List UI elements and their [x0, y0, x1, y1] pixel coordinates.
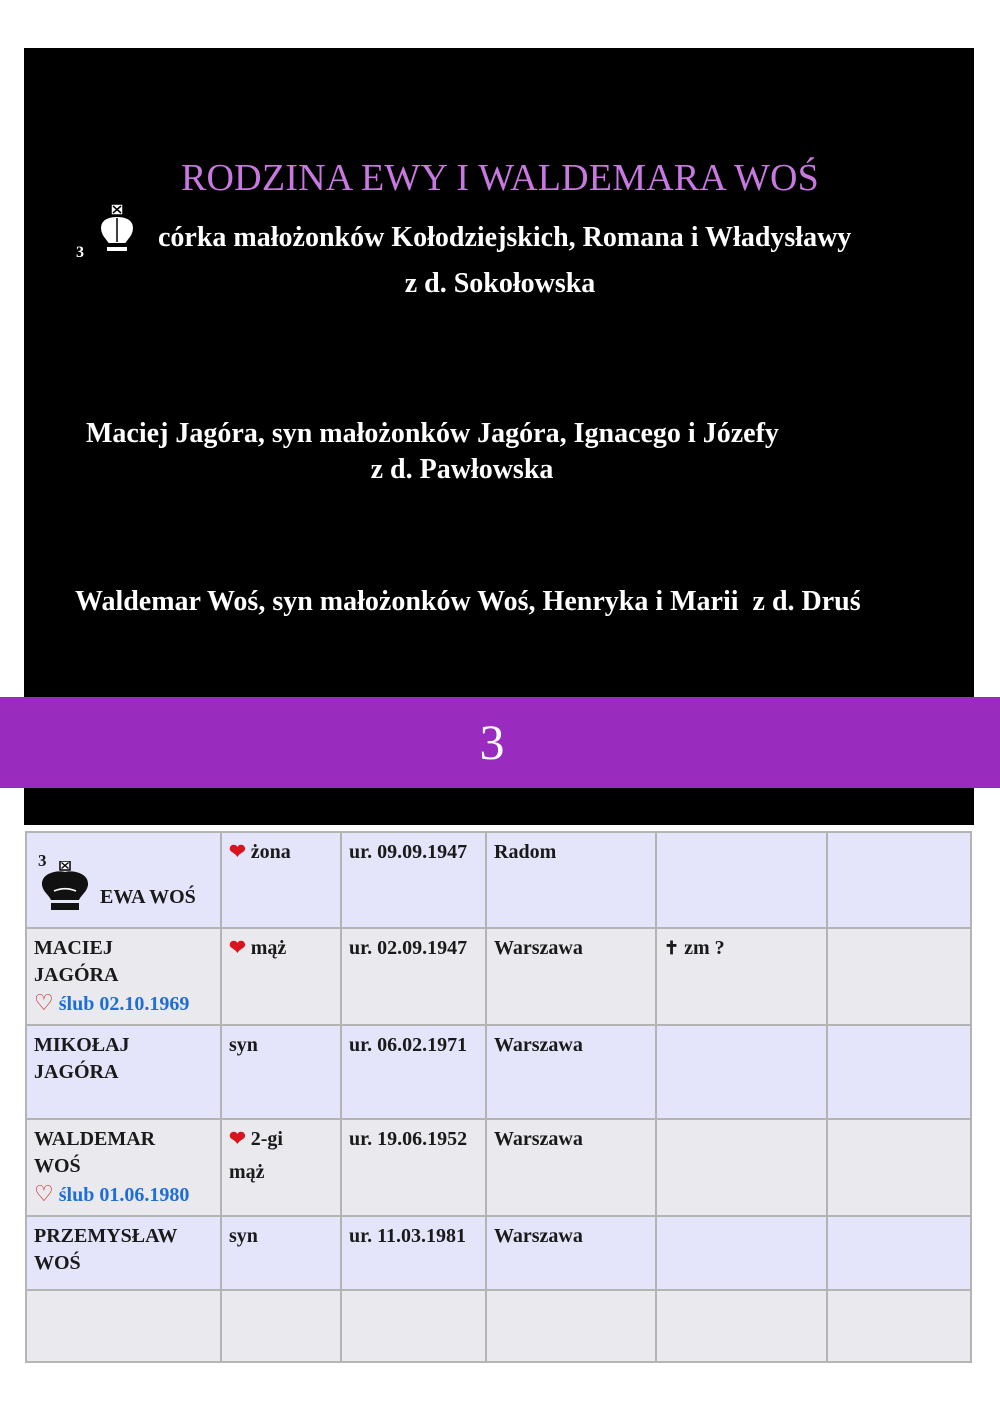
death-cell [656, 1025, 827, 1119]
extra-cell [827, 928, 971, 1025]
extra-cell [827, 1119, 971, 1216]
person-name: PRZEMYSŁAW [34, 1225, 178, 1247]
birth-cell: ur. 09.09.1947 [341, 832, 486, 928]
role-label-2: mąż [229, 1161, 265, 1183]
wedding-line [34, 1180, 213, 1209]
extra-cell [827, 832, 971, 928]
empty-cell [221, 1290, 341, 1362]
death-cell [656, 928, 827, 1025]
place-cell: Warszawa [486, 928, 656, 1025]
page-title: RODZINA EWY I WALDEMARA WOŚ [180, 157, 819, 199]
person-name: MACIEJ [34, 937, 113, 959]
role-label: 2-gi [250, 1128, 283, 1150]
role-cell [221, 1119, 341, 1216]
person-surname: WOŚ [34, 1155, 81, 1177]
table-row [26, 928, 971, 1025]
mother-line [76, 200, 976, 260]
cross-icon: ✝ [664, 938, 680, 958]
empty-cell [827, 1290, 971, 1362]
table-row [26, 1119, 971, 1216]
mother-description: córka małożonków Kołodziejskich, Romana i Władysławy [158, 222, 852, 253]
place-cell: Warszawa [486, 1216, 656, 1290]
table-row [26, 1216, 971, 1290]
second-husband-line: Waldemar Woś, syn małożonków Woś, Henryka i Marii z d. Druś [75, 586, 861, 617]
birth-cell: ur. 11.03.1981 [341, 1216, 486, 1290]
place-cell: Warszawa [486, 1119, 656, 1216]
heart-icon: ❤ [229, 937, 246, 959]
wedding-date: ślub 01.06.1980 [58, 1184, 190, 1206]
heart-icon: ❤ [229, 1128, 246, 1150]
empty-cell [341, 1290, 486, 1362]
heart-outline-icon: ♡ [34, 1181, 54, 1206]
person-cell [26, 1119, 221, 1216]
person-name: MIKOŁAJ [34, 1034, 130, 1056]
death-cell [656, 1216, 827, 1290]
person-cell [26, 1216, 221, 1290]
mother-maiden-name: z d. Sokołowska [404, 268, 596, 299]
extra-cell [827, 1216, 971, 1290]
death-label: zm ? [684, 937, 725, 959]
wedding-line [34, 989, 213, 1018]
death-cell [656, 1119, 827, 1216]
birth-cell: ur. 19.06.1952 [341, 1119, 486, 1216]
role-cell: syn [221, 1025, 341, 1119]
empty-cell [656, 1290, 827, 1362]
empty-cell [26, 1290, 221, 1362]
death-cell [656, 832, 827, 928]
place-cell: Radom [486, 832, 656, 928]
role-cell [221, 832, 341, 928]
place-cell: Warszawa [486, 1025, 656, 1119]
family-table [25, 831, 972, 1363]
table-row [26, 1290, 971, 1362]
empty-cell [486, 1290, 656, 1362]
birth-cell: ur. 02.09.1947 [341, 928, 486, 1025]
person-name: WALDEMAR [34, 1128, 156, 1150]
role-cell [221, 928, 341, 1025]
person-cell [26, 1025, 221, 1119]
person-cell [26, 832, 221, 928]
role-label: mąż [250, 937, 287, 959]
person-cell [26, 928, 221, 1025]
first-husband-line: Maciej Jagóra, syn małożonków Jagóra, Ignacego i Józefy [86, 418, 779, 449]
wedding-date: ślub 02.10.1969 [58, 993, 190, 1015]
person-surname: JAGÓRA [34, 964, 119, 986]
generation-number: 3 [38, 851, 47, 870]
extra-cell [827, 1025, 971, 1119]
heart-icon: ❤ [229, 841, 246, 863]
generation-band-number: 3 [479, 714, 505, 770]
birth-cell: ur. 06.02.1971 [341, 1025, 486, 1119]
king-crown-icon [37, 861, 93, 913]
person-surname: JAGÓRA [34, 1061, 119, 1083]
first-husband-maiden-line: z d. Pawłowska [370, 454, 554, 485]
table-row [26, 1025, 971, 1119]
king-crown-icon [92, 202, 142, 258]
role-label: żona [250, 841, 291, 863]
person-surname: WOŚ [34, 1252, 81, 1274]
role-cell: syn [221, 1216, 341, 1290]
generation-number: 3 [76, 244, 84, 261]
table-row [26, 832, 971, 928]
heart-outline-icon: ♡ [34, 990, 54, 1015]
person-name: EWA WOŚ [100, 886, 196, 908]
